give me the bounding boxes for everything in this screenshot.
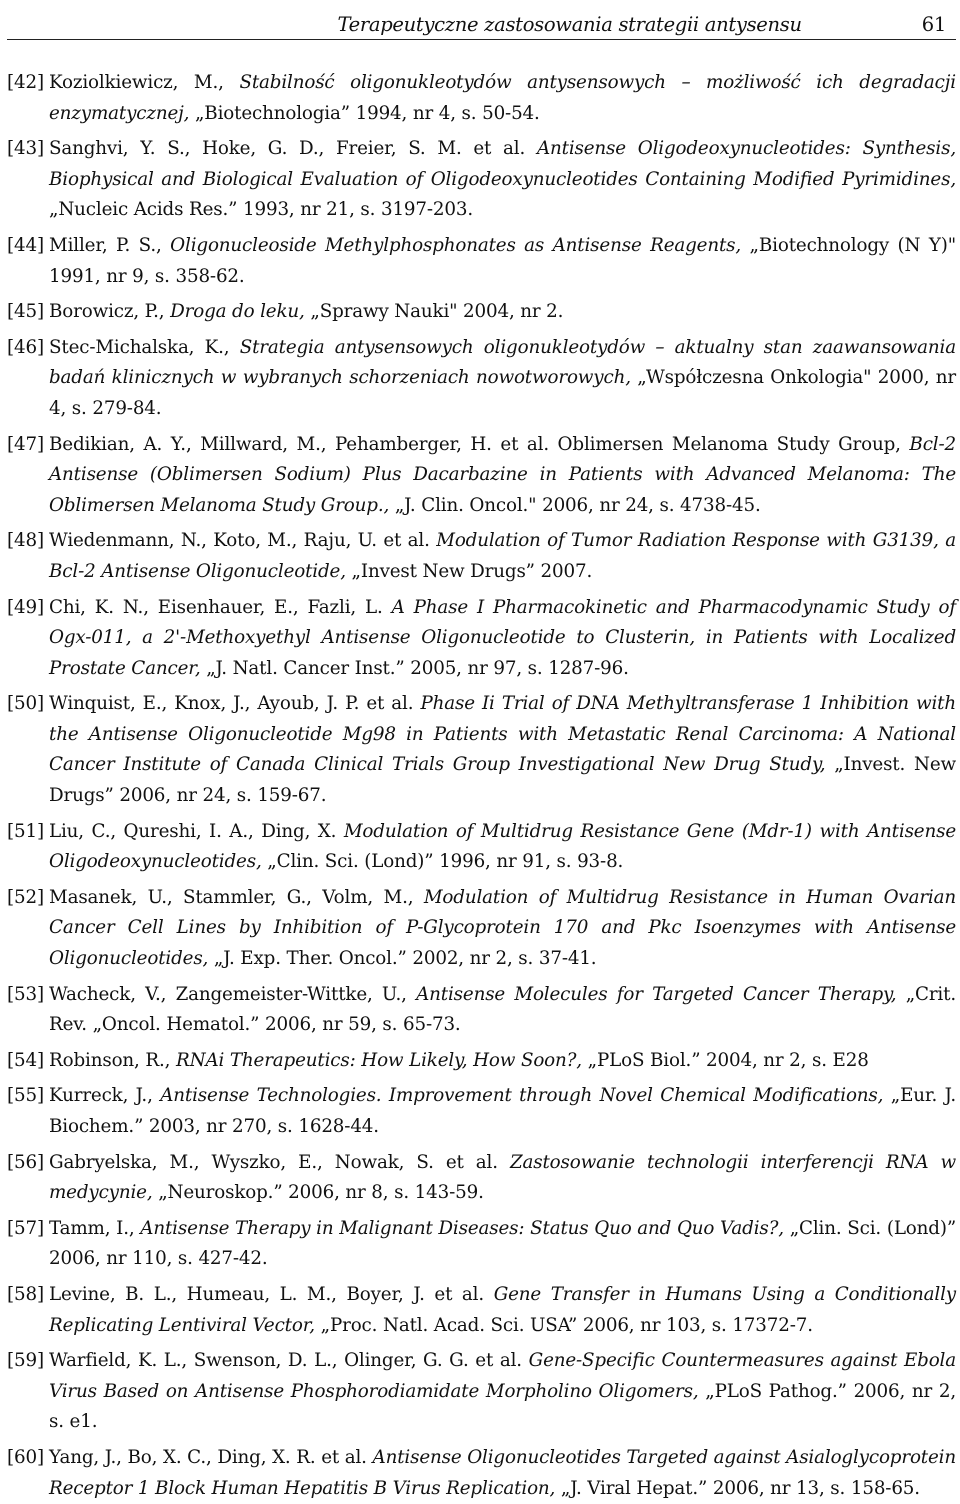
reference-number: [42]	[7, 72, 44, 93]
reference-source: „PLoS Pathog.” 2006, nr 2, s. e1.	[49, 1380, 956, 1433]
reference-authors: Warfield, K. L., Swenson, D. L., Olinger, G. G. et al.	[49, 1350, 522, 1372]
reference-body	[49, 430, 956, 522]
reference-source: „Invest. New Drugs” 2006, nr 24, s. 159-67.	[49, 754, 956, 807]
reference-body	[49, 526, 956, 587]
reference-number: [56]	[7, 1151, 44, 1173]
reference-authors: Yang, J., Bo, X. C., Ding, X. R. et al.	[49, 1446, 367, 1468]
reference-title: Droga do leku,	[170, 301, 305, 323]
reference-item	[7, 980, 956, 1041]
reference-authors: Masanek, U., Stammler, G., Volm, M.,	[49, 886, 414, 908]
reference-number: [54]	[7, 1049, 44, 1071]
reference-body	[49, 1346, 956, 1438]
reference-body	[49, 231, 956, 292]
reference-authors: Winquist, E., Knox, J., Ayoub, J. P. et al.	[49, 693, 414, 715]
reference-body	[49, 134, 956, 226]
reference-source: „Proc. Natl. Acad. Sci. USA” 2006, nr 103, s. 17372-7.	[320, 1314, 813, 1336]
reference-source: „Crit. Rev. „Oncol. Hematol.” 2006, nr 59, s. 65-73.	[49, 983, 956, 1036]
reference-source: „Współczesna Onkologia" 2000, nr 4, s. 279-84.	[49, 367, 956, 419]
reference-authors: Kurreck, J.,	[49, 1085, 153, 1107]
reference-source: „J. Clin. Oncol." 2006, nr 24, s. 4738-45.	[394, 494, 761, 516]
running-head	[7, 0, 956, 40]
reference-body	[49, 1214, 956, 1275]
reference-title: RNAi Therapeutics: How Likely, How Soon?,	[176, 1049, 582, 1071]
reference-title: Phase Ii Trial of DNA Methyltransferase 1 Inhibition with the Antisense Oligonucleotide Mg98 in Patients with Metastatic Renal Carcinoma: A National Cancer Institute of Canada Clinical Trials Group Investigational New Drug Study,	[49, 693, 956, 776]
reference-body	[49, 817, 956, 878]
reference-number: [45]	[7, 301, 44, 323]
reference-title: Modulation of Multidrug Resistance in Human Ovarian Cancer Cell Lines by Inhibition of P-Glycoprotein 170 and Pkc Isoenzymes with Antisense Oligonucleotides,	[49, 886, 956, 970]
reference-number: [52]	[7, 886, 44, 908]
reference-authors: Miller, P. S.,	[49, 234, 162, 256]
reference-source: „J. Exp. Ther. Oncol.” 2002, nr 2, s. 37-41.	[213, 948, 597, 970]
reference-body	[49, 1081, 956, 1142]
reference-item	[7, 1081, 956, 1142]
reference-number: [59]	[7, 1350, 44, 1372]
reference-source: „Eur. J. Biochem.” 2003, nr 270, s. 1628-44.	[49, 1085, 956, 1137]
reference-title: Modulation of Tumor Radiation Response with G3139, a Bcl-2 Antisense Oligonucleotide,	[49, 530, 956, 582]
reference-number: [50]	[7, 693, 44, 715]
reference-authors: Gabryelska, M., Wyszko, E., Nowak, S. et al.	[49, 1151, 498, 1173]
reference-body	[49, 980, 956, 1041]
reference-number: [49]	[7, 596, 44, 618]
reference-item	[7, 1346, 956, 1438]
reference-title: A Phase I Pharmacokinetic and Pharmacodynamic Study of Ogx-011, a 2'-Methoxyethyl Antisense Oligonucleotide to Clusterin, in Patients with Localized Prostate Cancer,	[49, 596, 956, 679]
reference-title: Gene Transfer in Humans Using a Conditionally Replicating Lentiviral Vector,	[49, 1283, 956, 1336]
reference-number: [57]	[7, 1217, 44, 1239]
reference-source: „Nucleic Acids Res.” 1993, nr 21, s. 3197-203.	[49, 199, 474, 221]
reference-body	[49, 1046, 956, 1077]
reference-number: [58]	[7, 1283, 44, 1305]
reference-item	[7, 1214, 956, 1275]
reference-number: [53]	[7, 983, 44, 1005]
reference-authors: Stec-Michalska, K.,	[49, 336, 230, 358]
reference-number: [44]	[7, 234, 44, 256]
reference-source: „Biotechnology (N Y)" 1991, nr 9, s. 358-62.	[49, 234, 956, 287]
reference-item	[7, 817, 956, 878]
reference-number: [48]	[7, 530, 44, 552]
reference-item	[7, 1046, 956, 1077]
reference-item	[7, 134, 956, 226]
reference-item	[7, 526, 956, 587]
reference-item	[7, 297, 956, 328]
reference-body	[49, 1443, 956, 1504]
running-head-title: Terapeutyczne zastosowania strategii antysensu	[337, 13, 802, 36]
reference-title: Oligonucleoside Methylphosphonates as Antisense Reagents,	[170, 234, 742, 256]
reference-number: [51]	[7, 820, 44, 842]
reference-number: [43]	[7, 138, 44, 160]
reference-body	[49, 883, 956, 975]
reference-title: Antisense Molecules for Targeted Cancer Therapy,	[416, 983, 897, 1005]
reference-body	[49, 297, 956, 328]
reference-source: „Sprawy Nauki" 2004, nr 2.	[310, 301, 564, 323]
reference-item	[7, 1443, 956, 1504]
reference-body	[49, 1148, 956, 1209]
reference-item	[7, 1148, 956, 1209]
reference-authors: Liu, C., Qureshi, I. A., Ding, X.	[49, 820, 337, 842]
reference-item	[7, 333, 956, 425]
reference-item	[7, 1280, 956, 1341]
reference-item	[7, 689, 956, 811]
page-number: 61	[921, 13, 946, 36]
reference-number: [55]	[7, 1085, 44, 1107]
reference-source: „J. Viral Hepat.” 2006, nr 13, s. 158-65.	[560, 1477, 920, 1499]
reference-item	[7, 593, 956, 685]
reference-title: Strategia antysensowych oligonukleotydów – aktualny stan zaawansowania badań klinicznych w wybranych schorzeniach nowotworowych,	[49, 336, 956, 389]
reference-authors: Koziolkiewicz, M.,	[49, 72, 224, 93]
reference-source: „Biotechnologia” 1994, nr 4, s. 50-54.	[194, 102, 540, 124]
reference-title: Stabilność oligonukleotydów antysensowych – możliwość ich degradacji enzymatycznej,	[49, 72, 956, 124]
reference-item	[7, 430, 956, 522]
reference-number: [60]	[7, 1446, 44, 1468]
reference-authors: Robinson, R.,	[49, 1049, 171, 1071]
reference-body	[49, 1280, 956, 1341]
reference-number: [47]	[7, 433, 44, 455]
reference-title: Bcl-2 Antisense (Oblimersen Sodium) Plus Dacarbazine in Patients with Advanced Melanoma: The Oblimersen Melanoma Study Group.,	[49, 433, 956, 516]
reference-title: Antisense Oligonucleotides Targeted against Asialoglycoprotein Receptor 1 Block Human Hepatitis B Virus Replication,	[49, 1446, 956, 1499]
reference-source: „Clin. Sci. (Lond)” 2006, nr 110, s. 427-42.	[49, 1217, 957, 1270]
reference-title: Antisense Therapy in Malignant Diseases: Status Quo and Quo Vadis?,	[140, 1217, 784, 1239]
reference-title: Antisense Technologies. Improvement through Novel Chemical Modifications,	[160, 1085, 884, 1107]
reference-authors: Tamm, I.,	[49, 1217, 135, 1239]
reference-source: „Neuroskop.” 2006, nr 8, s. 143-59.	[158, 1182, 484, 1204]
reference-body	[49, 593, 956, 685]
reference-authors: Wacheck, V., Zangemeister-Wittke, U.,	[49, 983, 407, 1005]
reference-authors: Bedikian, A. Y., Millward, M., Pehamberger, H. et al. Oblimersen Melanoma Study Group,	[49, 433, 901, 455]
reference-source: „PLoS Biol.” 2004, nr 2, s. E28	[587, 1049, 869, 1071]
reference-list	[7, 68, 956, 1504]
reference-body	[49, 689, 956, 811]
reference-item	[7, 68, 956, 129]
reference-body	[49, 333, 956, 425]
reference-item	[7, 883, 956, 975]
reference-title: Antisense Oligodeoxynucleotides: Synthesis, Biophysical and Biological Evaluation of Oligodeoxynucleotides Containing Modified Pyrimidines,	[49, 138, 956, 190]
reference-title: Zastosowanie technologii interferencji RNA w medycynie,	[49, 1151, 956, 1204]
reference-source: „Invest New Drugs” 2007.	[351, 560, 593, 582]
reference-authors: Sanghvi, Y. S., Hoke, G. D., Freier, S. M. et al.	[49, 138, 526, 160]
reference-authors: Borowicz, P.,	[49, 301, 165, 323]
reference-number: [46]	[7, 336, 44, 358]
reference-body	[49, 68, 956, 129]
reference-source: „Clin. Sci. (Lond)” 1996, nr 91, s. 93-8.	[267, 851, 624, 873]
reference-authors: Wiedenmann, N., Koto, M., Raju, U. et al.	[49, 530, 430, 552]
reference-source: „J. Natl. Cancer Inst.” 2005, nr 97, s. 1287-96.	[206, 657, 629, 679]
reference-item	[7, 231, 956, 292]
reference-title: Gene-Specific Countermeasures against Ebola Virus Based on Antisense Phosphorodiamidate Morpholino Oligomers,	[49, 1350, 957, 1402]
reference-authors: Levine, B. L., Humeau, L. M., Boyer, J. et al.	[49, 1283, 485, 1305]
reference-authors: Chi, K. N., Eisenhauer, E., Fazli, L.	[49, 596, 383, 618]
reference-title: Modulation of Multidrug Resistance Gene (Mdr-1) with Antisense Oligodeoxynucleotides,	[49, 820, 956, 873]
